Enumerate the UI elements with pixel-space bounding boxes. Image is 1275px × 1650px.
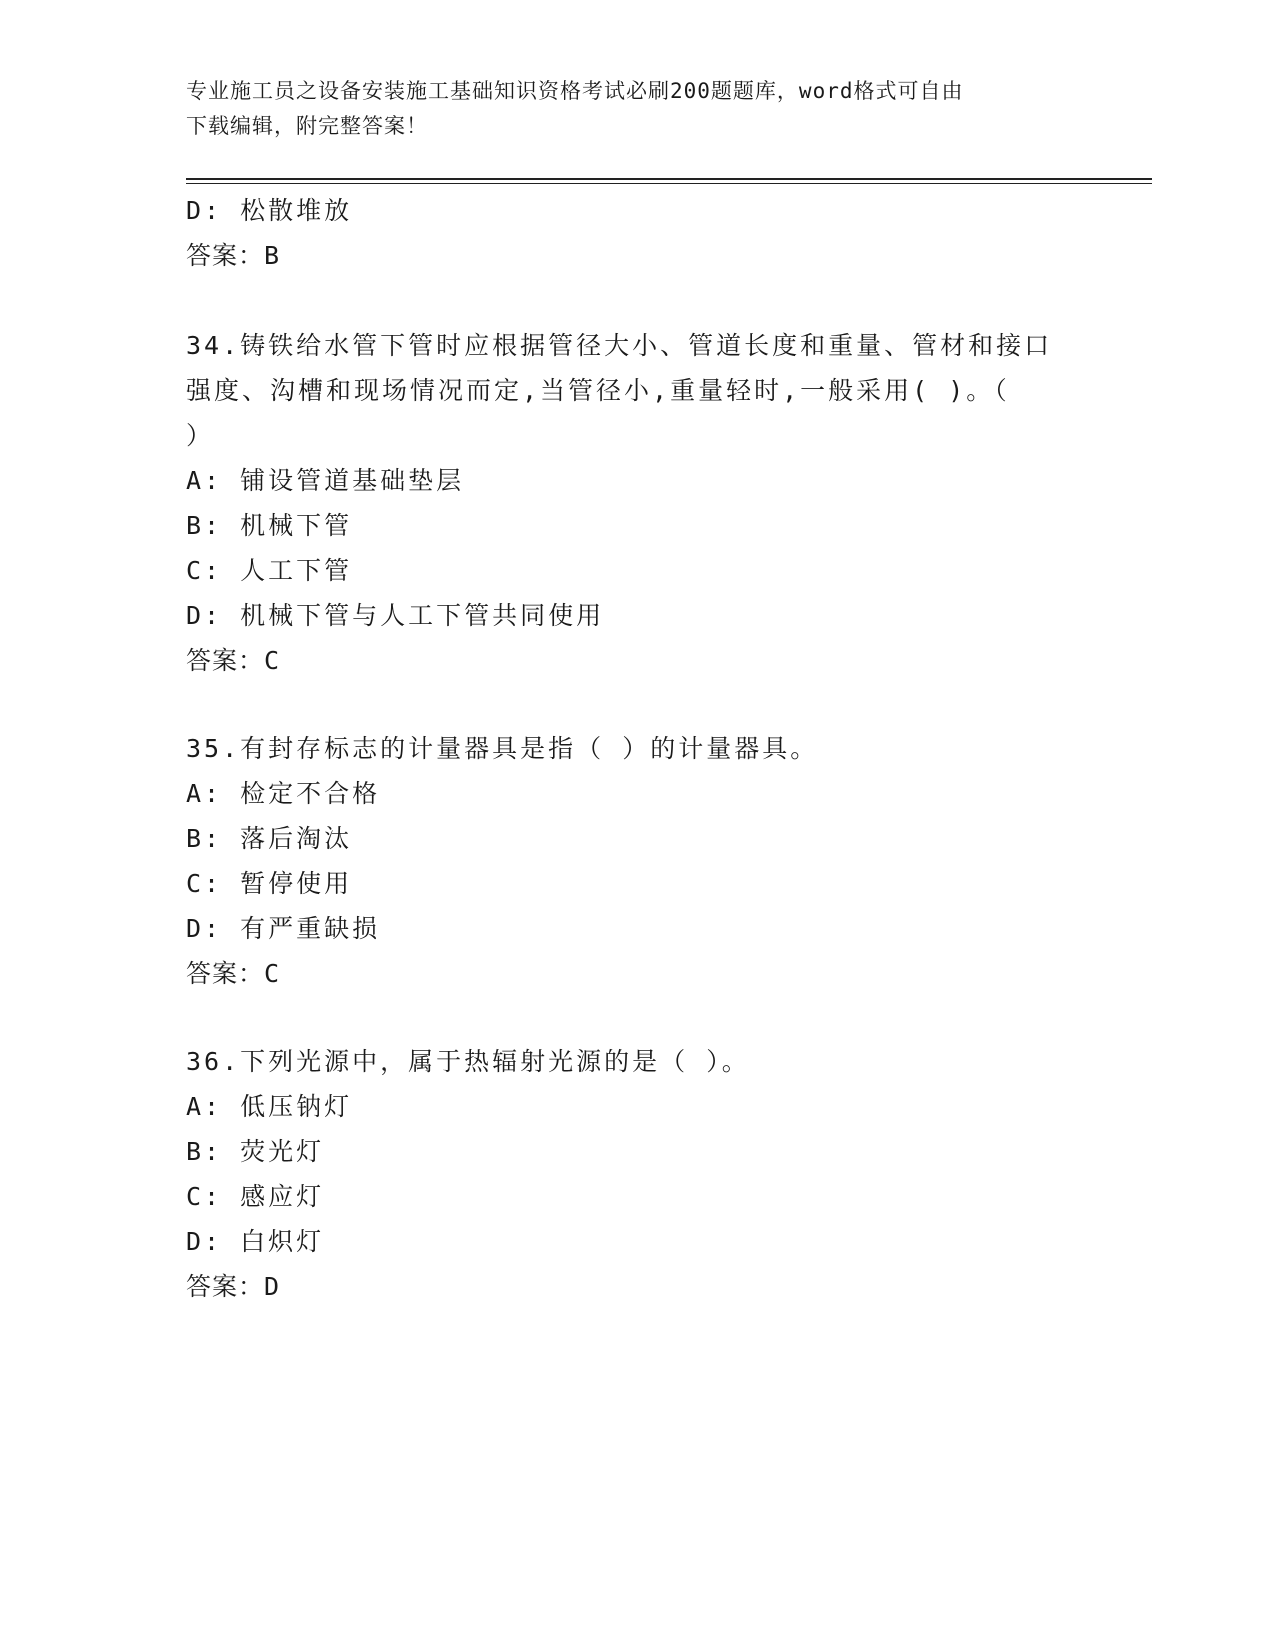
option-a: A: 铺设管道基础垫层 [186, 466, 465, 495]
option-c: C: 人工下管 [186, 556, 353, 585]
question-stem-line: 36.下列光源中，属于热辐射光源的是（ ）。 [186, 1047, 750, 1076]
option-b: B: 机械下管 [186, 511, 353, 540]
option-a: A: 低压钠灯 [186, 1092, 353, 1121]
answer-line [186, 1264, 1086, 1309]
header-title-line-1: 专业施工员之设备安装施工基础知识资格考试必刷200题题库，word格式可自由 [186, 79, 964, 103]
question-stem-line: ） [186, 421, 215, 450]
header-title-line-2: 下载编辑，附完整答案！ [186, 114, 428, 138]
option-d: D: 松散堆放 [186, 196, 353, 225]
question-list [186, 188, 1086, 1309]
question-stem-line: 强度、沟槽和现场情况而定,当管径小,重量轻时,一般采用( )。（ [186, 376, 1010, 405]
answer-label: 答案： [186, 646, 265, 675]
option-c: C: 暂停使用 [186, 869, 353, 898]
header-divider-thick [186, 178, 1152, 180]
option-b: B: 落后淘汰 [186, 824, 353, 853]
answer-line [186, 233, 1086, 278]
option-a: A: 检定不合格 [186, 779, 381, 808]
option-c: C: 感应灯 [186, 1182, 325, 1211]
spacer [186, 683, 1086, 726]
answer-value: B [264, 241, 281, 270]
option-d: D: 白炽灯 [186, 1227, 325, 1256]
question-stem-line: 34.铸铁给水管下管时应根据管径大小、管道长度和重量、管材和接口 [186, 331, 1053, 360]
header-divider-thin [186, 183, 1152, 184]
answer-line [186, 951, 1086, 996]
spacer [186, 996, 1086, 1039]
answer-value: C [264, 646, 281, 675]
answer-value: C [264, 959, 281, 988]
answer-value: D [264, 1272, 281, 1301]
option-d: D: 有严重缺损 [186, 914, 381, 943]
answer-label: 答案： [186, 241, 265, 270]
document-header [186, 74, 1086, 144]
option-d: D: 机械下管与人工下管共同使用 [186, 601, 605, 630]
question-36 [186, 1039, 1086, 1309]
question-35 [186, 726, 1086, 996]
answer-line [186, 638, 1086, 683]
answer-label: 答案： [186, 1272, 265, 1301]
answer-label: 答案： [186, 959, 265, 988]
question-33-tail [186, 188, 1086, 278]
spacer [186, 278, 1086, 323]
question-stem-line: 35.有封存标志的计量器具是指（ ）的计量器具。 [186, 734, 819, 763]
question-34 [186, 323, 1086, 683]
option-b: B: 荧光灯 [186, 1137, 325, 1166]
